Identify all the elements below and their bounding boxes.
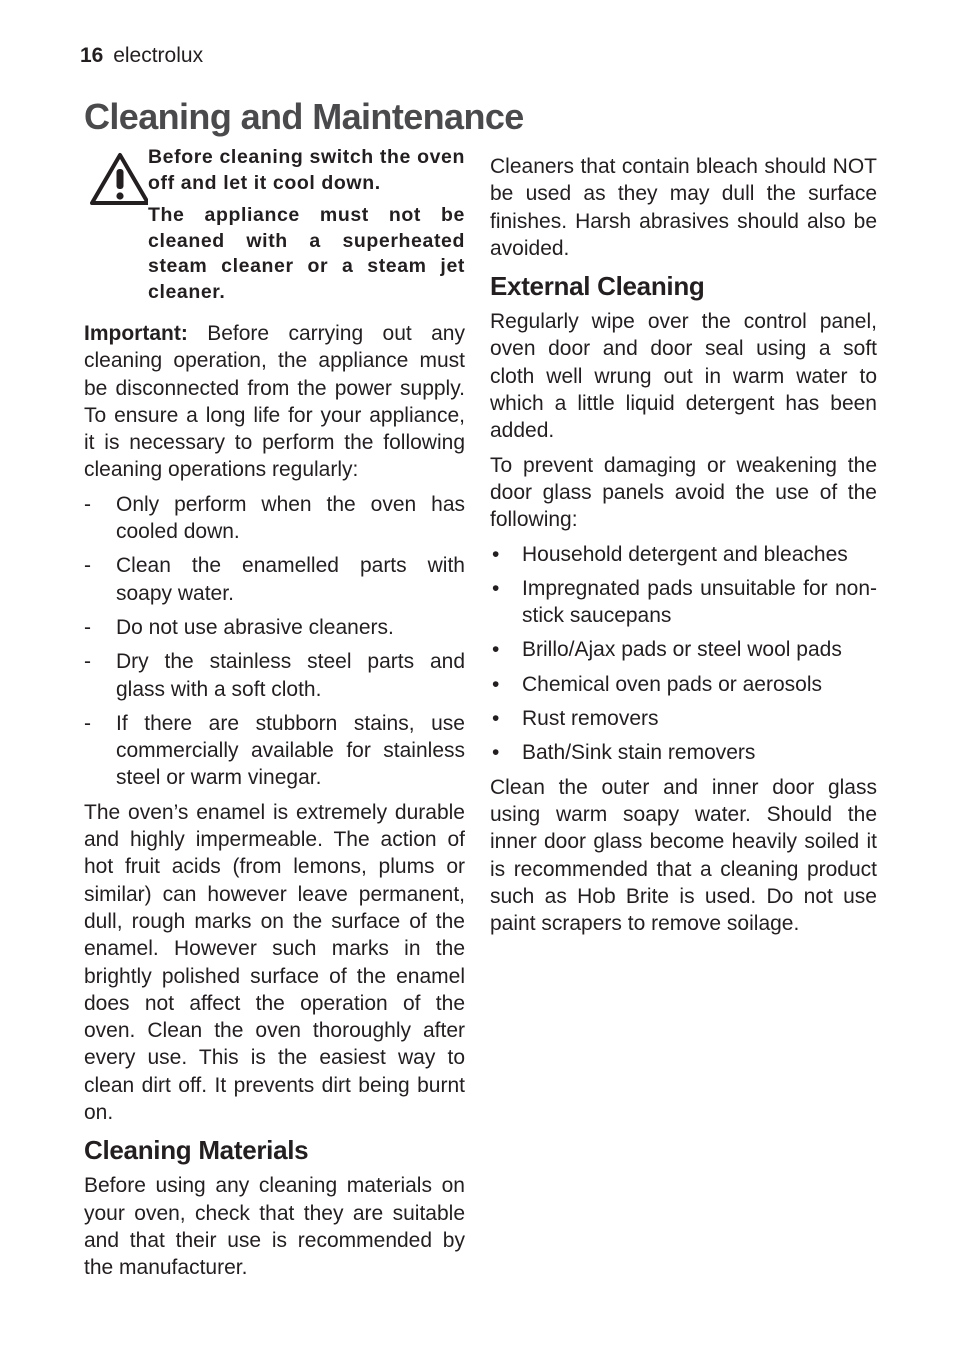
external-cleaning-heading: External Cleaning (490, 271, 705, 302)
cleaning-materials-heading: Cleaning Materials (84, 1135, 309, 1166)
list-item: - If there are stubborn stains, use commercially available for stainless steel or warm vinegar. (84, 710, 465, 792)
list-item: • Chemical oven pads or aerosols (490, 671, 877, 698)
left-column (84, 145, 465, 1289)
list-item: • Household detergent and bleaches (490, 541, 877, 568)
important-paragraph (84, 320, 465, 484)
list-item: - Dry the stainless steel parts and glass with a soft cloth. (84, 648, 465, 703)
list-item: • Impregnated pads unsuitable for non-stick saucepans (490, 575, 877, 630)
external-cleaning-para-2: To prevent damaging or weakening the door glass panels avoid the use of the following: (490, 453, 877, 532)
cleaning-materials-text: Before using any cleaning materials on your oven, check that they are suitable and that their use is recommended by the manufacturer. (84, 1174, 465, 1280)
brand-name: electrolux (113, 44, 204, 67)
list-item: - Do not use abrasive cleaners. (84, 614, 465, 641)
page-title: Cleaning and Maintenance (84, 96, 524, 137)
warning-line-1: Before cleaning switch the oven off and let it cool down. (148, 146, 465, 194)
list-item: • Brillo/Ajax pads or steel wool pads (490, 636, 877, 663)
list-item: - Clean the enamelled parts with soapy water. (84, 552, 465, 607)
page-number: 16 (80, 44, 104, 67)
warning-text (148, 145, 465, 312)
warning-line-2: The appliance must not be cleaned with a superheated steam cleaner or a steam jet cleaner. (148, 204, 465, 303)
list-item: • Rust removers (490, 705, 877, 732)
dash-list (84, 491, 465, 792)
important-text: Before carrying out any cleaning operation, the appliance must be disconnected from the power supply. To ensure a long life for your appliance, it is necessary to perform the following cleaning operations regularly: (84, 322, 465, 482)
bleach-paragraph: Cleaners that contain bleach should NOT be used as they may dull the surface finishes. Harsh abrasives should also be avoided. (490, 155, 877, 260)
page-header (80, 44, 203, 68)
external-cleaning-para-3: Clean the outer and inner door glass using warm soapy water. Should the inner door glass become heavily soiled it is recommended that a cleaning product such as Hob Brite is used. Do not use paint scrapers to remove soilage. (490, 775, 877, 936)
list-item: - Only perform when the oven has cooled down. (84, 491, 465, 546)
enamel-paragraph: The oven’s enamel is extremely durable and highly impermeable. The action of hot fruit acids (from lemons, plums or similar) can however leave permanent, dull, rough marks on the surface of the enamel. However such marks in the brightly polished surface of the enamel does not affect the operation of the oven. Clean the oven thoroughly after every use. This is the easiest way to clean dirt off. It prevents dirt being burnt on. (84, 800, 465, 1125)
warning-triangle-icon (84, 145, 148, 312)
right-column (490, 153, 877, 944)
warning-block (84, 145, 465, 312)
external-cleaning-para-1: Regularly wipe over the control panel, oven door and door seal using a soft cloth well wrung out in warm water to which a little liquid detergent has been added. (490, 310, 877, 443)
important-label: Important: (84, 322, 188, 345)
list-item: • Bath/Sink stain removers (490, 739, 877, 766)
avoid-list (490, 541, 877, 767)
